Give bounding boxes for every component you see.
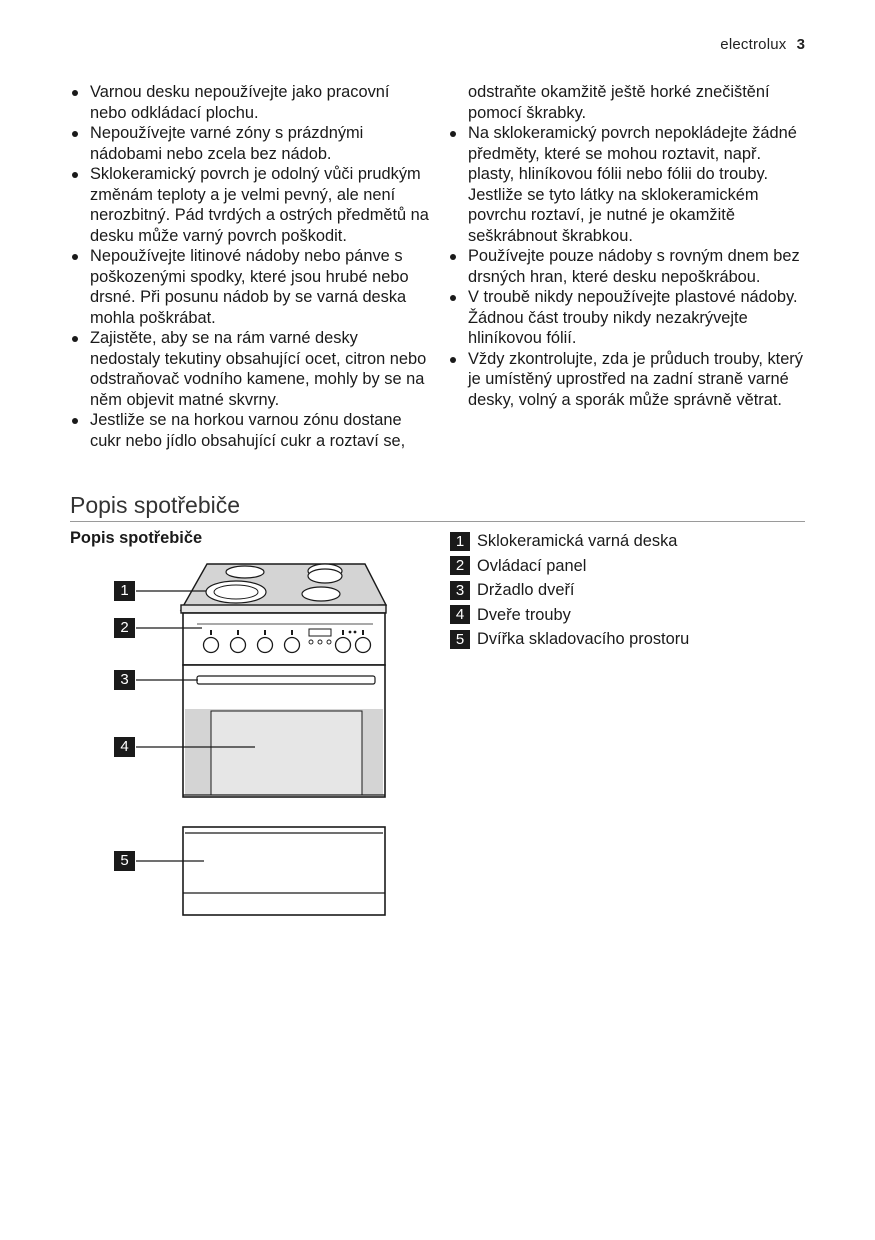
legend-number: 5: [450, 630, 470, 649]
legend-item: [450, 554, 689, 579]
list-item: Na sklokeramický povrch nepokládejte žádné předměty, které se mohou roztavit, např. plasty, hliníkovou fólii nebo fólii do trouby. Jestliže se tyto látky na sklokeramickém povrchu roztaví, je nutné je okamžitě seškrábnout škrabkou.: [448, 123, 808, 246]
page-header: [720, 36, 805, 53]
list-item: Jestliže se na horkou varnou zónu dostane cukr nebo jídlo obsahující cukr a roztaví se,: [70, 410, 430, 451]
legend-number: 4: [450, 605, 470, 624]
list-item: Sklokeramický povrch je odolný vůči prudkým změnám teploty a je velmi pevný, ale není nerozbitný. Pád tvrdých a ostrých předmětů na desku může varný povrch poškodit.: [70, 164, 430, 246]
legend-number: 2: [450, 556, 470, 575]
rear-right-zone-outer: [308, 569, 342, 583]
list-item: Vždy zkontrolujte, zda je průduch trouby, který je umístěný uprostřed na zadní straně varné desky, volný a sporák může správně větrat.: [448, 349, 808, 411]
section-title: Popis spotřebiče: [70, 492, 241, 518]
continued-text: odstraňte okamžitě ještě horké znečištění pomocí škrabky.: [468, 83, 770, 122]
section-divider: [70, 521, 805, 522]
hob-edge: [181, 605, 386, 613]
subsection-title: Popis spotřebiče: [70, 529, 203, 547]
legend-label: Sklokeramická varná deska: [477, 532, 678, 550]
list-item: Varnou desku nepoužívejte jako pracovní nebo odkládací plochu.: [70, 82, 430, 123]
legend-item: [450, 627, 689, 652]
storage-drawer: [183, 827, 385, 915]
cooker-illustration: [105, 555, 405, 925]
list-item: Nepoužívejte varné zóny s prázdnými nádobami nebo zcela bez nádob.: [70, 123, 430, 164]
legend-item: [450, 529, 689, 554]
legend-number: 3: [450, 581, 470, 600]
callout-4: 4: [114, 737, 135, 757]
legend-label: Ovládací panel: [477, 556, 587, 575]
cooker-diagram: [105, 555, 405, 930]
timer-buttons: [309, 640, 331, 644]
callout-5: 5: [114, 851, 135, 871]
list-item: Nepoužívejte litinové nádoby nebo pánve s poškozenými spodky, které jsou hrubé nebo drsné. Při posunu nádob by se varná deska mohla poškrábat.: [70, 246, 430, 328]
list-item: V troubě nikdy nepoužívejte plastové nádoby. Žádnou část trouby nikdy nezakrývejte hliníkovou fólií.: [448, 287, 808, 349]
left-column: [70, 82, 430, 451]
legend-item: [450, 578, 689, 603]
legend-list: [450, 529, 689, 652]
legend-item: [450, 603, 689, 628]
right-column: [448, 82, 808, 410]
door-window: [211, 711, 362, 795]
callout-3: 3: [114, 670, 135, 690]
legend-label: Dveře trouby: [477, 605, 571, 624]
brand-name: electrolux: [720, 36, 787, 53]
callout-2: 2: [114, 618, 135, 638]
front-right-zone: [302, 587, 340, 601]
front-left-zone: [206, 581, 266, 603]
page-number: 3: [796, 36, 805, 53]
legend-label: Držadlo dveří: [477, 581, 575, 599]
list-item: Zajistěte, aby se na rám varné desky nedostaly tekutiny obsahující ocet, citron nebo odstraňovač vodního kamene, mohly by se na něm objevit matné skvrny.: [70, 328, 430, 410]
clock-display: [309, 629, 331, 636]
callout-1: 1: [114, 581, 135, 601]
legend-number: 1: [450, 532, 470, 551]
legend-label: Dvířka skladovacího prostoru: [477, 630, 690, 648]
rear-left-zone: [226, 566, 264, 578]
list-item: Používejte pouze nádoby s rovným dnem bez drsných hran, které desku nepoškrábou.: [448, 246, 808, 287]
door-handle: [197, 676, 375, 684]
